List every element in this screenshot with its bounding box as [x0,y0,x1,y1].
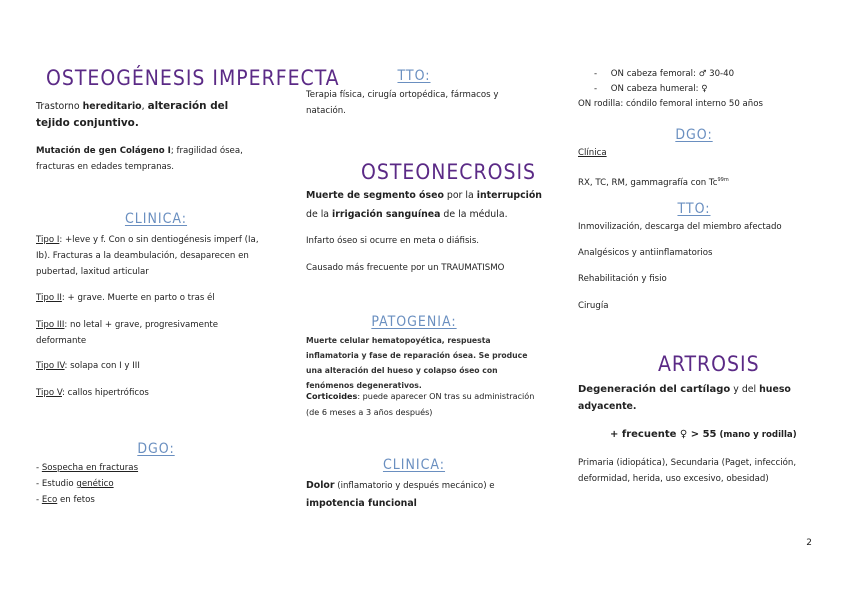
osteogenesis-definition: Trastorno hereditario, alteración del tejido conjuntivo. [36,100,229,129]
tipo-5: Tipo V: callos hipertróficos [36,388,149,398]
tipo-3: Tipo III: no letal + grave, progresivamente deformante [36,320,219,346]
subtitle-clinica-1: CLINICA: [124,211,188,227]
clinica-label: Clínica [578,148,607,158]
dolor-text: Dolor (inflamatorio y después mecánico) e impotencia funcional [306,480,495,509]
tto-item-3: Rehabilitación y fisio [578,274,667,284]
osteonecrosis-definition: Muerte de segmento óseo por la interrupción de la irrigación sanguínea de la médula. [306,190,542,220]
tipo-2: Tipo II: + grave. Muerte en parto o tras él [36,293,215,303]
imaging-text: RX, TC, RM, gammagrafía con $Tc^{99m}$ [578,177,729,188]
artrosis-definition: Degeneración del cartílago y del hueso adyacente. [578,384,791,412]
dgo-item-1: - Sospecha en fracturas [36,463,139,473]
dgo-item-2: - Estudio genético [36,479,114,489]
subtitle-tto-2: TTO: [677,201,711,217]
tto-text-1: Terapia física, cirugía ortopédica, fármacos y natación. [306,90,499,116]
patogenia-text: Muerte celular hematopoyética, respuesta inflamatoria y fase de reparación ósea. Se produce una alteración del hueso y colapso óseo con fenómenos degenerativos. [306,336,528,390]
humeral-item: - ON cabeza humeral: ♀ [594,84,708,94]
tto-item-4: Cirugía [578,301,609,311]
rodilla-item: ON rodilla: cóndilo femoral interno 50 años [578,99,763,109]
title-osteonecrosis: OSTEONECROSIS [361,160,537,184]
corticoides-text: Corticoides: puede aparecer ON tras su administración (de 6 meses a 3 años después) [306,391,535,417]
femoral-item: - ON cabeza femoral: ♂ 30-40 [594,69,735,79]
tto-item-1: Inmovilización, descarga del miembro afectado [578,222,782,232]
mutation-text: Mutación de gen Colágeno I; fragilidad ósea, fracturas en edades tempranas. [36,146,243,172]
causa-text: Causado más frecuente por un TRAUMATISMO [306,263,505,273]
title-osteogenesis-imperfecta: OSTEOGÉNESIS IMPERFECTA [46,66,340,90]
title-artrosis: ARTROSIS [658,352,760,376]
subtitle-tto-1: TTO: [397,68,431,84]
tipo-4: Tipo IV: solapa con I y III [36,361,140,371]
subtitle-clinica-2: CLINICA: [382,457,446,473]
tipo-1: Tipo I: +leve y f. Con o sin dentiogénesis imperf (Ia, Ib). Fracturas a la deambulación, desaparecen en pubertad, laxitud articular [36,235,259,277]
page-number: 2 [806,538,812,548]
frecuencia-text: + frecuente ♀ > 55 (mano y rodilla) [610,429,797,440]
infarto-text: Infarto óseo si ocurre en meta o diáfisis. [306,236,480,246]
subtitle-dgo-2: DGO: [675,127,713,143]
subtitle-patogenia: PATOGENIA: [371,314,457,330]
tipos-artrosis: Primaria (idiopática), Secundaria (Paget, infección, deformidad, herida, uso excesivo, obesidad) [578,458,797,484]
subtitle-dgo-1: DGO: [137,441,175,457]
dgo-item-3: - Eco en fetos [36,495,95,505]
tto-item-2: Analgésicos y antiinflamatorios [578,248,713,258]
